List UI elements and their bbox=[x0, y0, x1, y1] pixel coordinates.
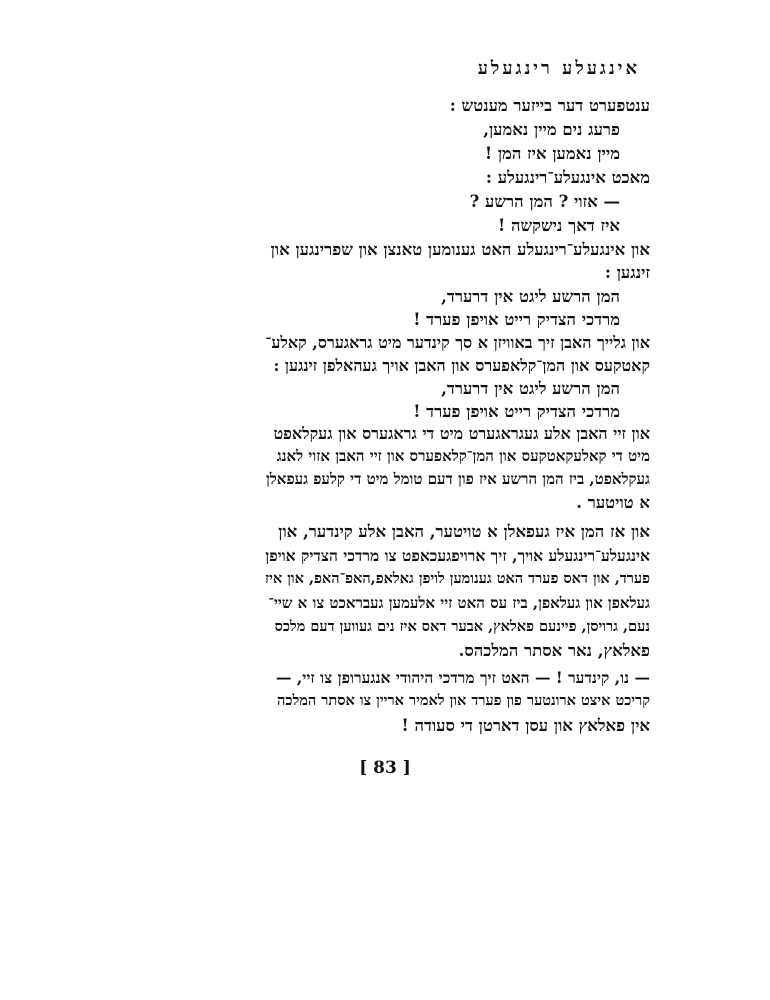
text-line-24: פאלאץ, נאר אסתר המלכהס. bbox=[458, 641, 650, 660]
text-line-20: אינגעלע־רינגעלע אויך, זיך ארויפגעכאפט צו מרדכי הצדיק אויפן bbox=[265, 546, 650, 565]
text-line-6: איז דאך נישקשה ! bbox=[497, 216, 620, 235]
text-line-17: געקלאפט, ביז המן הרשע איז פון דעם טומל מיט די קלעפ געפאלן bbox=[265, 470, 650, 488]
text-line-27: אין פאלאץ און עסן דארטן די סעודה ! bbox=[401, 716, 650, 735]
text-line-11: און גלייך האבן זיך באוויזן א סך קינדער מיט גראגערס, קאלע־ bbox=[265, 333, 650, 352]
text-line-16: מיט די קאלעקאטקעס און המן־קלאפערס און זיי האבן אזוי לאנג bbox=[276, 447, 650, 465]
text-line-7: און אינגעלע־רינגעלע האט גענומען טאנצן און שפרינגען און bbox=[270, 240, 650, 259]
text-line-25: — נו, קינדער ! — האט זיך מרדכי היהודי אנגערופן צו זיי, — bbox=[276, 668, 650, 687]
page-number: [ 83 ] bbox=[359, 758, 411, 778]
text-line-19: און אז המן איז געפאלן א טויטער, האבן אלע קינדער, און bbox=[278, 522, 650, 541]
text-line-26: קריכט איצט ארונטער פון פערד און לאמיר אריין צו אסתר המלכה bbox=[277, 692, 650, 709]
text-line-14: מרדכי הצדיק רייט אויפן פערד ! bbox=[413, 402, 620, 421]
text-line-4: מאכט אינגעלע־רינגעלע : bbox=[485, 168, 650, 187]
text-line-23: נעם, גרויסן, פיינעם פאלאץ, אבער דאס איז נים געווען דעם מלכס bbox=[274, 618, 650, 635]
running-head: אינגעלע רינגעלע bbox=[477, 58, 640, 79]
text-line-18: א טויטער . bbox=[576, 493, 650, 512]
text-line-9: המן הרשע ליגט אין דרערד, bbox=[441, 287, 620, 306]
text-line-21: פערד, און דאס פערד האט גענומען לויפן גאלאפ,האפ־האפ, און איז bbox=[265, 570, 650, 587]
text-line-13: המן הרשע ליגט אין דרערד, bbox=[441, 379, 620, 398]
text-line-2: פרעג נים מיין נאמען, bbox=[483, 120, 620, 139]
text-line-8: זינגען : bbox=[604, 263, 650, 282]
text-line-1: ענטפערט דער בייזער מענטש : bbox=[449, 96, 650, 115]
text-line-15: און זיי האבן אלע געגראגערט מיט די גראגערס און געקלאפט bbox=[273, 424, 650, 443]
text-line-3: מיין נאמען איז המן ! bbox=[484, 144, 620, 163]
text-line-5: — אזוי ? המן הרשע ? bbox=[469, 192, 620, 211]
text-line-10: מרדכי הצדיק רייט אויפן פערד ! bbox=[413, 310, 620, 329]
text-line-22: געלאפן און געלאפן, ביז עס האט זיי אלעמען געבראכט צו א שיי־ bbox=[268, 594, 650, 612]
text-line-12: קאטקעס און המן־קלאפערס און האבן אויך געהאלפן זינגען : bbox=[273, 356, 650, 375]
